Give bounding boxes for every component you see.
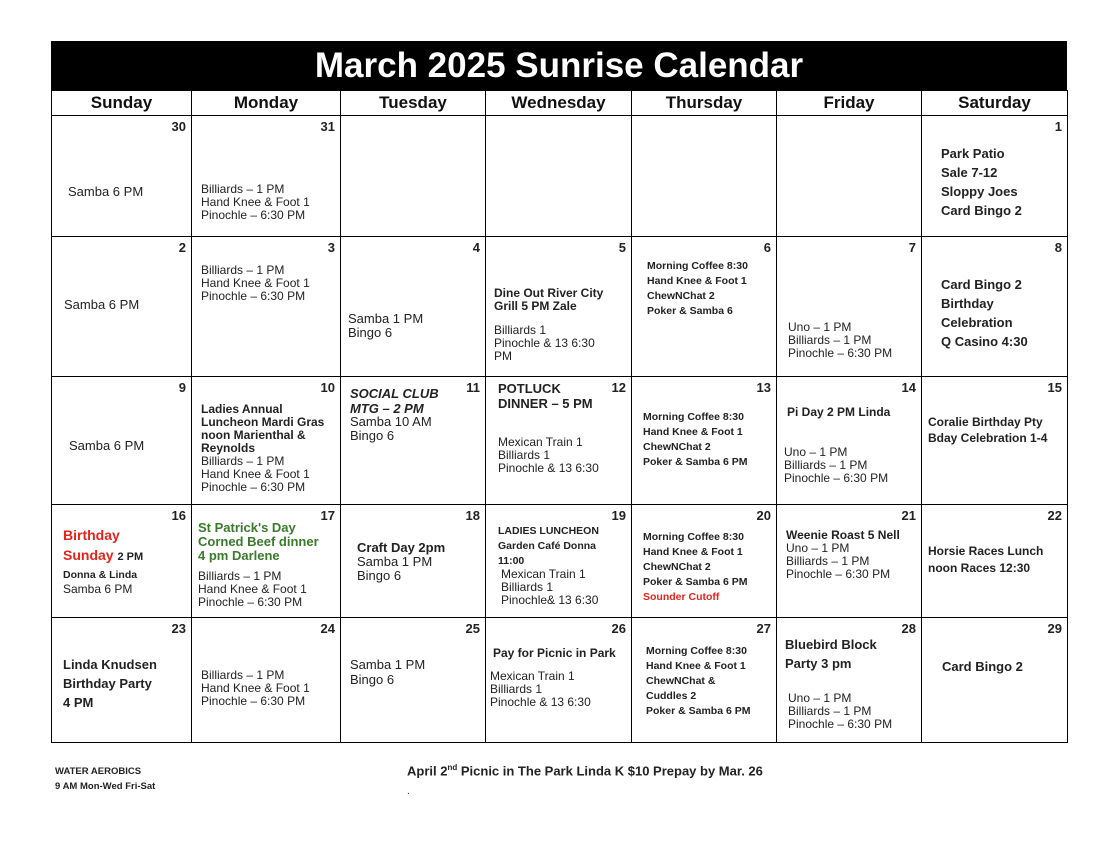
day-number: 21 bbox=[901, 508, 916, 523]
event-list bbox=[647, 259, 748, 319]
event: DINNER – 5 PM bbox=[498, 396, 593, 411]
water-aerobics-note bbox=[55, 764, 155, 794]
event: Billiards 1 bbox=[494, 323, 547, 337]
event-list bbox=[350, 657, 425, 687]
event: Billiards – 1 PM bbox=[201, 182, 285, 196]
day-number: 31 bbox=[320, 119, 335, 134]
event: Mexican Train 1 bbox=[501, 567, 586, 581]
event: Billiards – 1 PM bbox=[788, 333, 872, 347]
event: Bingo 6 bbox=[348, 325, 393, 340]
event: Pinochle – 6:30 PM bbox=[201, 480, 306, 494]
event: Donna & Linda bbox=[63, 569, 138, 581]
event: Billiards – 1 PM bbox=[201, 668, 285, 682]
weekday-friday: Friday bbox=[777, 91, 922, 116]
event: Bingo 6 bbox=[350, 428, 395, 443]
event: Billiards – 1 PM bbox=[201, 263, 285, 277]
day-cell[interactable] bbox=[486, 116, 632, 237]
event: Morning Coffee 8:30 bbox=[643, 531, 744, 543]
event: Samba 6 PM bbox=[69, 438, 145, 453]
event: Samba 6 PM bbox=[63, 582, 133, 596]
event: Dine Out River City bbox=[494, 286, 604, 300]
day-number: 9 bbox=[178, 380, 186, 395]
day-cell[interactable] bbox=[632, 505, 777, 618]
event: Sloppy Joes bbox=[941, 184, 1018, 199]
week-row bbox=[52, 377, 1068, 505]
day-number: 7 bbox=[908, 240, 916, 255]
event: noon Marienthal & bbox=[201, 428, 306, 442]
event: noon Races 12:30 bbox=[928, 561, 1031, 575]
event-list bbox=[493, 647, 616, 660]
event: SOCIAL CLUB bbox=[350, 386, 439, 401]
event: ChewNChat 2 bbox=[643, 561, 711, 573]
event-list bbox=[350, 415, 432, 443]
event-list bbox=[784, 446, 888, 485]
day-number: 17 bbox=[320, 508, 335, 523]
day-number: 15 bbox=[1047, 380, 1062, 395]
event: LADIES LUNCHEON bbox=[498, 525, 599, 537]
event: 4 pm Darlene bbox=[198, 548, 280, 563]
event: Pay for Picnic in Park bbox=[493, 646, 616, 660]
day-cell[interactable] bbox=[192, 505, 341, 618]
event: Cuddles 2 bbox=[646, 690, 697, 702]
event-list bbox=[494, 324, 595, 363]
day-number: 18 bbox=[465, 508, 480, 523]
day-number: 8 bbox=[1054, 240, 1062, 255]
event: ChewNChat 2 bbox=[643, 441, 711, 453]
event: Sounder Cutoff bbox=[643, 591, 720, 603]
event: Billiards – 1 PM bbox=[201, 454, 285, 468]
event-list bbox=[494, 287, 603, 313]
day-cell[interactable] bbox=[632, 377, 777, 505]
water-aerobics-title: WATER AEROBICS bbox=[55, 766, 142, 777]
day-number: 22 bbox=[1047, 508, 1062, 523]
event: Pinochle – 6:30 PM bbox=[201, 208, 306, 222]
event-list bbox=[63, 655, 157, 712]
event: Grill 5 PM Zale bbox=[494, 299, 577, 313]
event-list bbox=[498, 524, 599, 569]
event: Card Bingo 2 bbox=[942, 659, 1023, 674]
event-list bbox=[643, 530, 747, 605]
weekday-header-row bbox=[52, 91, 1068, 116]
day-number: 4 bbox=[472, 240, 480, 255]
event: Pi Day 2 PM Linda bbox=[787, 405, 891, 419]
event-list bbox=[357, 541, 445, 583]
event-list bbox=[63, 525, 143, 567]
event: Pinochle & 13 6:30 bbox=[490, 695, 591, 709]
event-list bbox=[490, 670, 591, 709]
day-cell[interactable] bbox=[341, 377, 486, 505]
event: Birthday bbox=[63, 527, 120, 543]
event: Pinochle – 6:30 PM bbox=[201, 694, 306, 708]
event-list bbox=[201, 403, 324, 455]
day-cell[interactable] bbox=[341, 237, 486, 377]
event: Billiards – 1 PM bbox=[786, 554, 870, 568]
event-list bbox=[941, 144, 1022, 220]
event-list bbox=[786, 529, 900, 581]
day-cell[interactable] bbox=[486, 505, 632, 618]
day-cell[interactable] bbox=[486, 377, 632, 505]
day-cell[interactable] bbox=[52, 237, 192, 377]
event: MTG – 2 PM bbox=[350, 401, 424, 416]
event: Q Casino 4:30 bbox=[941, 334, 1028, 349]
day-number: 6 bbox=[763, 240, 771, 255]
day-cell[interactable] bbox=[52, 377, 192, 505]
event-list bbox=[198, 521, 319, 563]
event: Bingo 6 bbox=[350, 672, 395, 687]
event: Morning Coffee 8:30 bbox=[647, 260, 748, 272]
event: Pinochle & 13 6:30 bbox=[494, 336, 595, 350]
event: PM bbox=[494, 349, 512, 363]
event: Poker & Samba 6 bbox=[647, 305, 733, 317]
event: Sunday 2 PM bbox=[63, 547, 144, 563]
weekday-monday: Monday bbox=[192, 91, 341, 116]
event: Uno – 1 PM bbox=[788, 691, 852, 705]
day-number: 5 bbox=[618, 240, 626, 255]
event: Hand Knee & Foot 1 bbox=[647, 275, 747, 287]
event: Samba 6 PM bbox=[68, 184, 144, 199]
weekday-tuesday: Tuesday bbox=[341, 91, 486, 116]
event: Hand Knee & Foot 1 bbox=[201, 276, 310, 290]
event: Hand Knee & Foot 1 bbox=[201, 681, 310, 695]
day-cell[interactable] bbox=[922, 618, 1068, 743]
event: Birthday Party bbox=[63, 676, 152, 691]
day-number: 13 bbox=[756, 380, 771, 395]
event-list bbox=[787, 406, 890, 419]
day-cell[interactable] bbox=[341, 116, 486, 237]
day-cell[interactable] bbox=[192, 377, 341, 505]
event: Coralie Birthday Pty bbox=[928, 415, 1043, 429]
day-number: 24 bbox=[320, 621, 335, 636]
event: Garden Café Donna bbox=[498, 540, 597, 552]
event: Pinochle – 6:30 PM bbox=[201, 289, 306, 303]
event: Party 3 pm bbox=[785, 656, 852, 671]
day-cell[interactable] bbox=[52, 116, 192, 237]
day-number: 3 bbox=[327, 240, 335, 255]
event: Billiards 1 bbox=[501, 580, 554, 594]
event: Weenie Roast 5 Nell bbox=[786, 528, 900, 542]
day-number: 12 bbox=[611, 380, 626, 395]
event: Hand Knee & Foot 1 bbox=[201, 195, 310, 209]
event-list bbox=[201, 455, 310, 494]
event-list bbox=[942, 657, 1023, 676]
day-number: 29 bbox=[1047, 621, 1062, 636]
event: Sale 7-12 bbox=[941, 165, 998, 180]
event: Morning Coffee 8:30 bbox=[646, 645, 747, 657]
event: Pinochle – 6:30 PM bbox=[788, 346, 893, 360]
event-list bbox=[63, 568, 137, 596]
day-cell[interactable] bbox=[777, 116, 922, 237]
event: Craft Day 2pm bbox=[357, 540, 446, 555]
event: Pinochle& 13 6:30 bbox=[501, 593, 599, 607]
event: Mexican Train 1 bbox=[498, 435, 583, 449]
day-number: 25 bbox=[465, 621, 480, 636]
event-list bbox=[69, 439, 144, 452]
weekday-sunday: Sunday bbox=[52, 91, 192, 116]
calendar-grid bbox=[51, 90, 1068, 743]
event-list bbox=[643, 410, 747, 470]
day-cell[interactable] bbox=[777, 505, 922, 618]
event: Bluebird Block bbox=[785, 637, 877, 652]
event-list bbox=[201, 669, 310, 708]
event: Card Bingo 2 bbox=[941, 203, 1022, 218]
day-cell[interactable] bbox=[192, 116, 341, 237]
event: 4 PM bbox=[63, 695, 94, 710]
footer-dot: . bbox=[407, 786, 410, 797]
event-list bbox=[785, 635, 877, 673]
event: Hand Knee & Foot 1 bbox=[643, 426, 743, 438]
event: Park Patio bbox=[941, 146, 1005, 161]
event-list bbox=[501, 568, 598, 607]
day-cell[interactable] bbox=[922, 377, 1068, 505]
event-list bbox=[68, 185, 143, 198]
event: Billiards 1 bbox=[490, 682, 543, 696]
event-list bbox=[928, 543, 1043, 577]
day-number: 23 bbox=[171, 621, 186, 636]
event-list bbox=[198, 570, 307, 609]
day-number: 14 bbox=[901, 380, 916, 395]
event: Billiards – 1 PM bbox=[788, 704, 872, 718]
event-list bbox=[928, 414, 1047, 446]
day-number: 20 bbox=[756, 508, 771, 523]
weekday-saturday: Saturday bbox=[922, 91, 1068, 116]
event-list bbox=[498, 436, 599, 475]
event: Poker & Samba 6 PM bbox=[643, 576, 748, 588]
event: Pinochle – 6:30 PM bbox=[198, 595, 303, 609]
event: Card Bingo 2 bbox=[941, 277, 1022, 292]
event: Hand Knee & Foot 1 bbox=[198, 582, 307, 596]
event: St Patrick's Day bbox=[198, 520, 296, 535]
event: Luncheon Mardi Gras bbox=[201, 415, 325, 429]
day-cell[interactable] bbox=[52, 505, 192, 618]
day-cell[interactable] bbox=[192, 237, 341, 377]
event: Reynolds bbox=[201, 441, 256, 455]
event-list bbox=[941, 275, 1028, 351]
day-cell[interactable] bbox=[777, 237, 922, 377]
water-aerobics-schedule: 9 AM Mon-Wed Fri-Sat bbox=[55, 781, 156, 792]
event: Poker & Samba 6 PM bbox=[643, 456, 748, 468]
event: Pinochle & 13 6:30 bbox=[498, 461, 599, 475]
event: Uno – 1 PM bbox=[784, 445, 848, 459]
day-cell[interactable] bbox=[632, 116, 777, 237]
calendar-title: March 2025 Sunrise Calendar bbox=[51, 41, 1067, 90]
day-number: 26 bbox=[611, 621, 626, 636]
event: Poker & Samba 6 PM bbox=[646, 705, 751, 717]
day-cell[interactable] bbox=[922, 116, 1068, 237]
event: Samba 1 PM bbox=[348, 311, 424, 326]
event-list bbox=[350, 386, 439, 416]
event: Billiards – 1 PM bbox=[198, 569, 282, 583]
event: Bday Celebration 1-4 bbox=[928, 431, 1048, 445]
week-row bbox=[52, 505, 1068, 618]
event: Samba 1 PM bbox=[350, 657, 426, 672]
event: Uno – 1 PM bbox=[786, 541, 850, 555]
week-row bbox=[52, 618, 1068, 743]
day-cell[interactable] bbox=[486, 237, 632, 377]
event: Billiards – 1 PM bbox=[784, 458, 868, 472]
event: Samba 10 AM bbox=[350, 414, 432, 429]
day-cell[interactable] bbox=[922, 505, 1068, 618]
event: Hand Knee & Foot 1 bbox=[646, 660, 746, 672]
event-list bbox=[64, 298, 139, 311]
event: Horsie Races Lunch bbox=[928, 544, 1044, 558]
day-number: 16 bbox=[171, 508, 186, 523]
day-cell[interactable] bbox=[486, 618, 632, 743]
event: Hand Knee & Foot 1 bbox=[643, 546, 743, 558]
event: 11:00 bbox=[498, 555, 525, 567]
event-list bbox=[788, 321, 892, 360]
week-row bbox=[52, 116, 1068, 237]
event: Pinochle – 6:30 PM bbox=[784, 471, 889, 485]
event: ChewNChat 2 bbox=[647, 290, 715, 302]
event: Corned Beef dinner bbox=[198, 534, 319, 549]
day-number: 1 bbox=[1054, 119, 1062, 134]
day-number: 2 bbox=[178, 240, 186, 255]
day-number: 19 bbox=[611, 508, 626, 523]
event: Birthday bbox=[941, 296, 994, 311]
event-list bbox=[646, 644, 750, 719]
event: POTLUCK bbox=[498, 381, 561, 396]
day-cell[interactable] bbox=[777, 377, 922, 505]
event: Uno – 1 PM bbox=[788, 320, 852, 334]
event: Billiards 1 bbox=[498, 448, 551, 462]
day-cell[interactable] bbox=[632, 618, 777, 743]
event: Mexican Train 1 bbox=[490, 669, 575, 683]
event: Samba 6 PM bbox=[64, 297, 140, 312]
week-row bbox=[52, 237, 1068, 377]
event: Pinochle – 6:30 PM bbox=[786, 567, 891, 581]
weekday-wednesday: Wednesday bbox=[486, 91, 632, 116]
day-number: 27 bbox=[756, 621, 771, 636]
picnic-announcement: April 2nd Picnic in The Park Linda K $10 Prepay by Mar. 26 bbox=[407, 763, 763, 779]
event: Hand Knee & Foot 1 bbox=[201, 467, 310, 481]
event: Linda Knudsen bbox=[63, 657, 157, 672]
day-cell[interactable] bbox=[52, 618, 192, 743]
day-number: 28 bbox=[901, 621, 916, 636]
day-cell[interactable] bbox=[632, 237, 777, 377]
weekday-thursday: Thursday bbox=[632, 91, 777, 116]
day-number: 11 bbox=[466, 380, 480, 395]
day-cell[interactable] bbox=[192, 618, 341, 743]
day-cell[interactable] bbox=[341, 618, 486, 743]
day-number: 10 bbox=[320, 380, 335, 395]
event-list bbox=[788, 692, 892, 731]
event: ChewNChat & bbox=[646, 675, 716, 687]
event: Bingo 6 bbox=[357, 568, 402, 583]
event-list bbox=[348, 312, 423, 340]
event: Pinochle – 6:30 PM bbox=[788, 717, 893, 731]
event: Ladies Annual bbox=[201, 402, 283, 416]
event-list bbox=[498, 381, 593, 411]
day-cell[interactable] bbox=[341, 505, 486, 618]
event: Celebration bbox=[941, 315, 1013, 330]
event-list bbox=[201, 183, 310, 222]
day-cell[interactable] bbox=[922, 237, 1068, 377]
event: Morning Coffee 8:30 bbox=[643, 411, 744, 423]
day-cell[interactable] bbox=[777, 618, 922, 743]
day-number: 30 bbox=[171, 119, 186, 134]
event-list bbox=[201, 264, 310, 303]
event: Samba 1 PM bbox=[357, 554, 433, 569]
